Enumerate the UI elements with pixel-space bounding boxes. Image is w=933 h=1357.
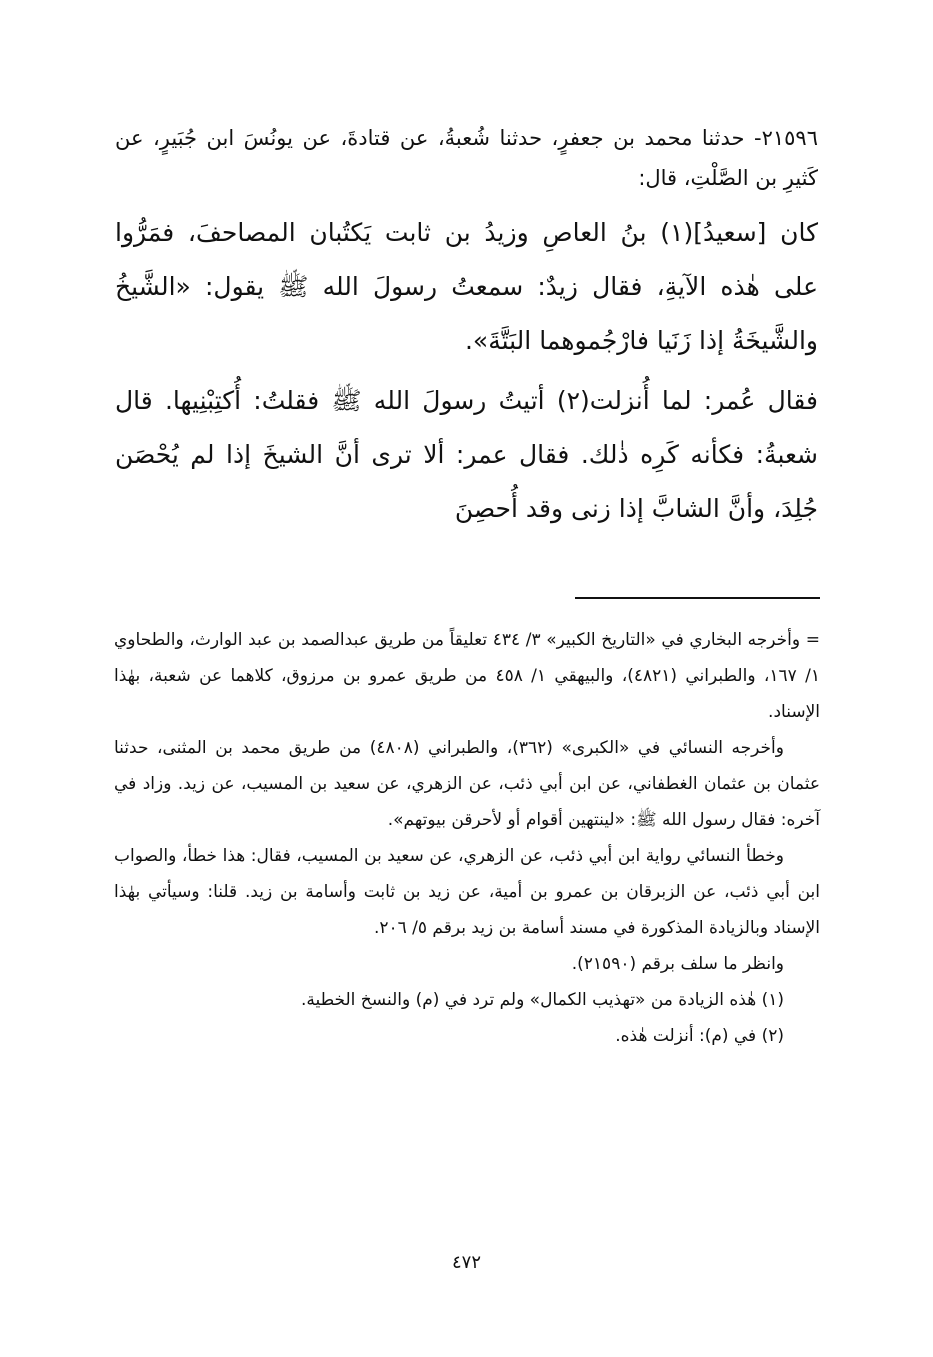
page-number: ٤٧٢ (451, 1252, 481, 1273)
footnotes-section (114, 622, 820, 1054)
footnote-2: (٢) في (م): أنزلت هٰذه. (615, 1026, 784, 1046)
hadith-heading: ٢١٥٩٦- حدثنا محمد بن جعفرٍ، حدثنا شُعبةُ، عن قتادةَ، عن يونُسَ ابن جُبَيرٍ، عن كَثيرِ بن الصَّلْتِ، قال: (115, 126, 818, 190)
hadith-paragraph: كان [سعيدُ](١) بنُ العاصِ وزيدُ بن ثابت يَكتُبان المصاحفَ، فمَرُّوا على هٰذه الآيةِ، فقال زيدٌ: سمعتُ رسولَ الله ﷺ يقول: «الشَّيخُ والشَّيخَةُ إذا زَنَيا فارْجُموهما البَتَّةَ». (115, 218, 819, 355)
footnote-divider (575, 597, 820, 599)
note-paragraph: وأخرجه النسائي في «الكبرى» (٣٦٢)، والطبراني (٤٨٠٨) من طريق محمد بن المثنى، حدثنا عثمان بن عثمان الغطفاني، عن ابن أبي ذئب، عن الزهري، عن سعيد بن المسيب، عن زيد. وزاد في آخره: فقال رسول الله ﷺ: «لينتهين أقوام أو لأحرقن بيوتهم». (114, 738, 820, 830)
note-paragraph: = وأخرجه البخاري في «التاريخ الكبير» ٣/ ٤٣٤ تعليقاً من طريق عبدالصمد بن عبد الوارث، والطحاوي ١/ ١٦٧، والطبراني (٤٨٢١)، والبيهقي ١/ ٤٥٨ من طريق عمرو بن مرزوق، كلاهما عن شعبة، بهٰذا الإسناد. (114, 630, 820, 722)
note-paragraph: وانظر ما سلف برقم (٢١٥٩٠). (571, 954, 784, 974)
footnote-1: (١) هٰذه الزيادة من «تهذيب الكمال» ولم ترد في (م) والنسخ الخطية. (300, 990, 784, 1010)
main-text (115, 118, 818, 542)
note-paragraph: وخطأ النسائي رواية ابن أبي ذئب، عن الزهري، عن سعيد بن المسيب، فقال: هذا خطأ، والصواب ابن أبي ذئب، عن الزبرقان بن عمرو بن أمية، عن زيد بن ثابت وأسامة بن زيد. قلنا: وسيأتي بهٰذا الإسناد وبالزيادة المذكورة في مسند أسامة بن زيد برقم ٥/ ٢٠٦. (114, 846, 820, 938)
hadith-paragraph: فقال عُمر: لما أُنزلت(٢) أتيتُ رسولَ الله ﷺ فقلتُ: أُكتِبْنِيها. قال شعبةُ: فكأنه كَرِه ذٰلك. فقال عمر: ألا ترى أنَّ الشيخَ إذا لم يُحْصَن جُلِدَ، وأنَّ الشابَّ إذا زنى وقد أُحصِنَ (115, 386, 818, 523)
